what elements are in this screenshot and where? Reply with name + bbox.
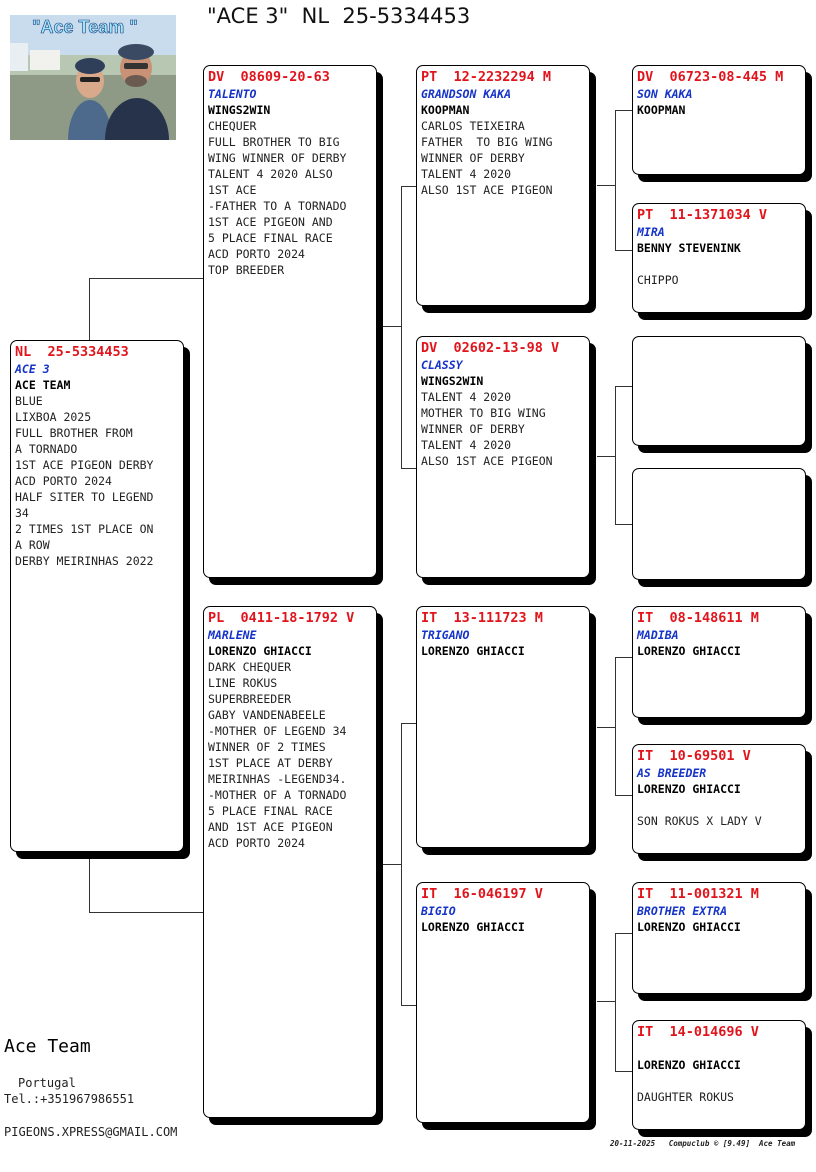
loft-name: Ace Team [4, 1036, 91, 1057]
owner-name: LORENZO GHIACCI [208, 644, 312, 658]
sss-card[interactable] [632, 65, 806, 175]
note-line: SUPERBREEDER [208, 692, 292, 706]
pigeon-name: TALENTO [208, 87, 257, 101]
note-line [637, 1073, 801, 1089]
pigeon-name: MIRA [637, 225, 665, 239]
connector-line [383, 864, 401, 865]
connector-line [597, 727, 615, 728]
ring-number: IT 10-69501 V [637, 748, 751, 764]
page-title: "ACE 3" NL 25-5334453 [207, 4, 471, 28]
owner-name: LORENZO GHIACCI [637, 920, 741, 934]
pigeon-notes [208, 118, 372, 278]
ddd-card[interactable] [632, 1020, 806, 1130]
connector-line [401, 723, 402, 1005]
loft-country: Portugal [18, 1076, 76, 1090]
connector-line [615, 657, 632, 658]
connector-line [615, 250, 632, 251]
pigeon-name: AS BREEDER [637, 766, 707, 780]
note-line: AND 1ST ACE PIGEON [208, 820, 333, 834]
ring-number: PT 11-1371034 V [637, 207, 768, 223]
pigeon-notes [637, 1073, 801, 1105]
note-line: CHEQUER [208, 119, 257, 133]
sds-card[interactable] [632, 336, 806, 446]
dam-dam-card[interactable] [416, 882, 590, 1123]
note-line: TALENT 4 2020 [421, 167, 512, 181]
photo-label: "Ace Team " [32, 17, 138, 37]
connector-line [597, 456, 615, 457]
note-line: DAUGHTER ROKUS [637, 1090, 734, 1104]
pigeon-name: GRANDSON KAKA [421, 87, 512, 101]
pigeon-notes [15, 393, 179, 569]
note-line: MEIRINHAS -LEGEND34. [208, 772, 347, 786]
note-line: -MOTHER OF A TORNADO [208, 788, 347, 802]
dss-card[interactable] [632, 606, 806, 718]
pigeon-notes [208, 659, 372, 851]
note-line: -FATHER TO A TORNADO [208, 199, 347, 213]
note-line: ACD PORTO 2024 [208, 247, 305, 261]
pigeon-notes [421, 118, 585, 198]
connector-line [597, 185, 615, 186]
subject-card[interactable] [10, 340, 184, 852]
connector-line [615, 110, 616, 250]
note-line: 1ST ACE PIGEON AND [208, 215, 333, 229]
note-line: LINE ROKUS [208, 676, 278, 690]
connector-line [401, 186, 402, 468]
connector-line [89, 278, 203, 279]
note-line: WINNER OF DERBY [421, 151, 525, 165]
pigeon-name: TRIGANO [421, 628, 470, 642]
owner-name: LORENZO GHIACCI [421, 644, 525, 658]
connector-line [89, 278, 90, 340]
note-line: 1ST PLACE AT DERBY [208, 756, 333, 770]
connector-line [615, 110, 632, 111]
connector-line [615, 386, 616, 524]
pigeon-name: MARLENE [208, 628, 257, 642]
note-line: ALSO 1ST ACE PIGEON [421, 183, 553, 197]
note-line: BLUE [15, 394, 43, 408]
print-credit: 20-11-2025 Compuclub © [9.49] Ace Team [610, 1139, 796, 1148]
owner-name: KOOPMAN [637, 103, 686, 117]
note-line: ACD PORTO 2024 [15, 474, 112, 488]
note-line: 5 PLACE FINAL RACE [208, 231, 333, 245]
connector-line [615, 933, 632, 934]
note-line: MOTHER TO BIG WING [421, 406, 546, 420]
owner-name: LORENZO GHIACCI [637, 782, 741, 796]
note-line: ACD PORTO 2024 [208, 836, 305, 850]
pigeon-name: MADIBA [637, 628, 679, 642]
note-line: SON ROKUS X LADY V [637, 814, 762, 828]
connector-line [615, 933, 616, 1071]
dsd-card[interactable] [632, 744, 806, 854]
pigeon-name: BROTHER EXTRA [637, 904, 728, 918]
connector-line [615, 524, 632, 525]
note-line: WINNER OF DERBY [421, 422, 525, 436]
dam-sire-card[interactable] [416, 606, 590, 848]
sire-dam-card[interactable] [416, 336, 590, 578]
note-line: TOP BREEDER [208, 263, 285, 277]
ssd-card[interactable] [632, 203, 806, 313]
ring-number: PL 0411-18-1792 V [208, 610, 355, 626]
note-line: FULL BROTHER FROM [15, 426, 133, 440]
note-line: 34 [15, 506, 29, 520]
connector-line [615, 386, 632, 387]
note-line: A ROW [15, 538, 50, 552]
team-photo [10, 15, 176, 140]
note-line: LIXBOA 2025 [15, 410, 92, 424]
ring-number: NL 25-5334453 [15, 344, 129, 360]
note-line: WING WINNER OF DERBY [208, 151, 347, 165]
connector-line [615, 657, 616, 795]
note-line: FATHER TO BIG WING [421, 135, 553, 149]
note-line: HALF SITER TO LEGEND [15, 490, 154, 504]
note-line: 2 TIMES 1ST PLACE ON [15, 522, 154, 536]
connector-line [401, 723, 416, 724]
connector-line [615, 795, 632, 796]
owner-name: WINGS2WIN [208, 103, 271, 117]
pigeon-name: ACE 3 [15, 362, 50, 376]
pigeon-name [637, 1041, 801, 1057]
sdd-card[interactable] [632, 468, 806, 580]
connector-line [401, 186, 416, 187]
note-line: FULL BROTHER TO BIG [208, 135, 340, 149]
note-line: TALENT 4 2020 [421, 390, 512, 404]
ring-number: IT 16-046197 V [421, 886, 543, 902]
ring-number: IT 13-111723 M [421, 610, 543, 626]
dds-card[interactable] [632, 882, 806, 994]
connector-line [401, 468, 416, 469]
note-line: A TORNADO [15, 442, 78, 456]
note-line: 1ST ACE [208, 183, 257, 197]
note-line: DERBY MEIRINHAS 2022 [15, 554, 154, 568]
connector-line [89, 852, 90, 912]
note-line: CARLOS TEIXEIRA [421, 119, 525, 133]
note-line: ALSO 1ST ACE PIGEON [421, 454, 553, 468]
pigeon-name: BIGIO [421, 904, 456, 918]
owner-name: LORENZO GHIACCI [637, 1058, 741, 1072]
owner-name: WINGS2WIN [421, 374, 484, 388]
ring-number: DV 02602-13-98 V [421, 340, 560, 356]
note-line: -MOTHER OF LEGEND 34 [208, 724, 347, 738]
ring-number: IT 08-148611 M [637, 610, 759, 626]
ring-number: PT 12-2232294 M [421, 69, 552, 85]
owner-name: ACE TEAM [15, 378, 71, 392]
pigeon-notes [637, 256, 801, 288]
connector-line [89, 912, 203, 913]
note-line [637, 797, 801, 813]
connector-line [401, 1005, 416, 1006]
sire-card[interactable] [203, 65, 377, 578]
note-line: GABY VANDENABEELE [208, 708, 326, 722]
connector-line [597, 1001, 615, 1002]
owner-name: KOOPMAN [421, 103, 470, 117]
ring-number: IT 11-001321 M [637, 886, 759, 902]
ring-number: DV 08609-20-63 [208, 69, 330, 85]
sire-sire-card[interactable] [416, 65, 590, 306]
note-line: DARK CHEQUER [208, 660, 292, 674]
note-line: CHIPPO [637, 273, 679, 287]
note-line: WINNER OF 2 TIMES [208, 740, 326, 754]
dam-card[interactable] [203, 606, 377, 1118]
owner-name: BENNY STEVENINK [637, 241, 741, 255]
loft-phone: Tel.:+351967986551 [4, 1092, 135, 1106]
ring-number: DV 06723-08-445 M [637, 69, 784, 85]
pigeon-notes [637, 797, 801, 829]
note-line: TALENT 4 2020 [421, 438, 512, 452]
note-line: 5 PLACE FINAL RACE [208, 804, 333, 818]
pigeon-notes [421, 389, 585, 469]
loft-email[interactable]: PIGEONS.XPRESS@GMAIL.COM [4, 1125, 178, 1139]
note-line [637, 256, 801, 272]
owner-name: LORENZO GHIACCI [421, 920, 525, 934]
connector-line [615, 1071, 632, 1072]
connector-line [383, 326, 401, 327]
pigeon-name: SON KAKA [637, 87, 693, 101]
ring-number: IT 14-014696 V [637, 1024, 759, 1040]
pigeon-name: CLASSY [421, 358, 463, 372]
note-line: TALENT 4 2020 ALSO [208, 167, 333, 181]
note-line: 1ST ACE PIGEON DERBY [15, 458, 154, 472]
owner-name: LORENZO GHIACCI [637, 644, 741, 658]
